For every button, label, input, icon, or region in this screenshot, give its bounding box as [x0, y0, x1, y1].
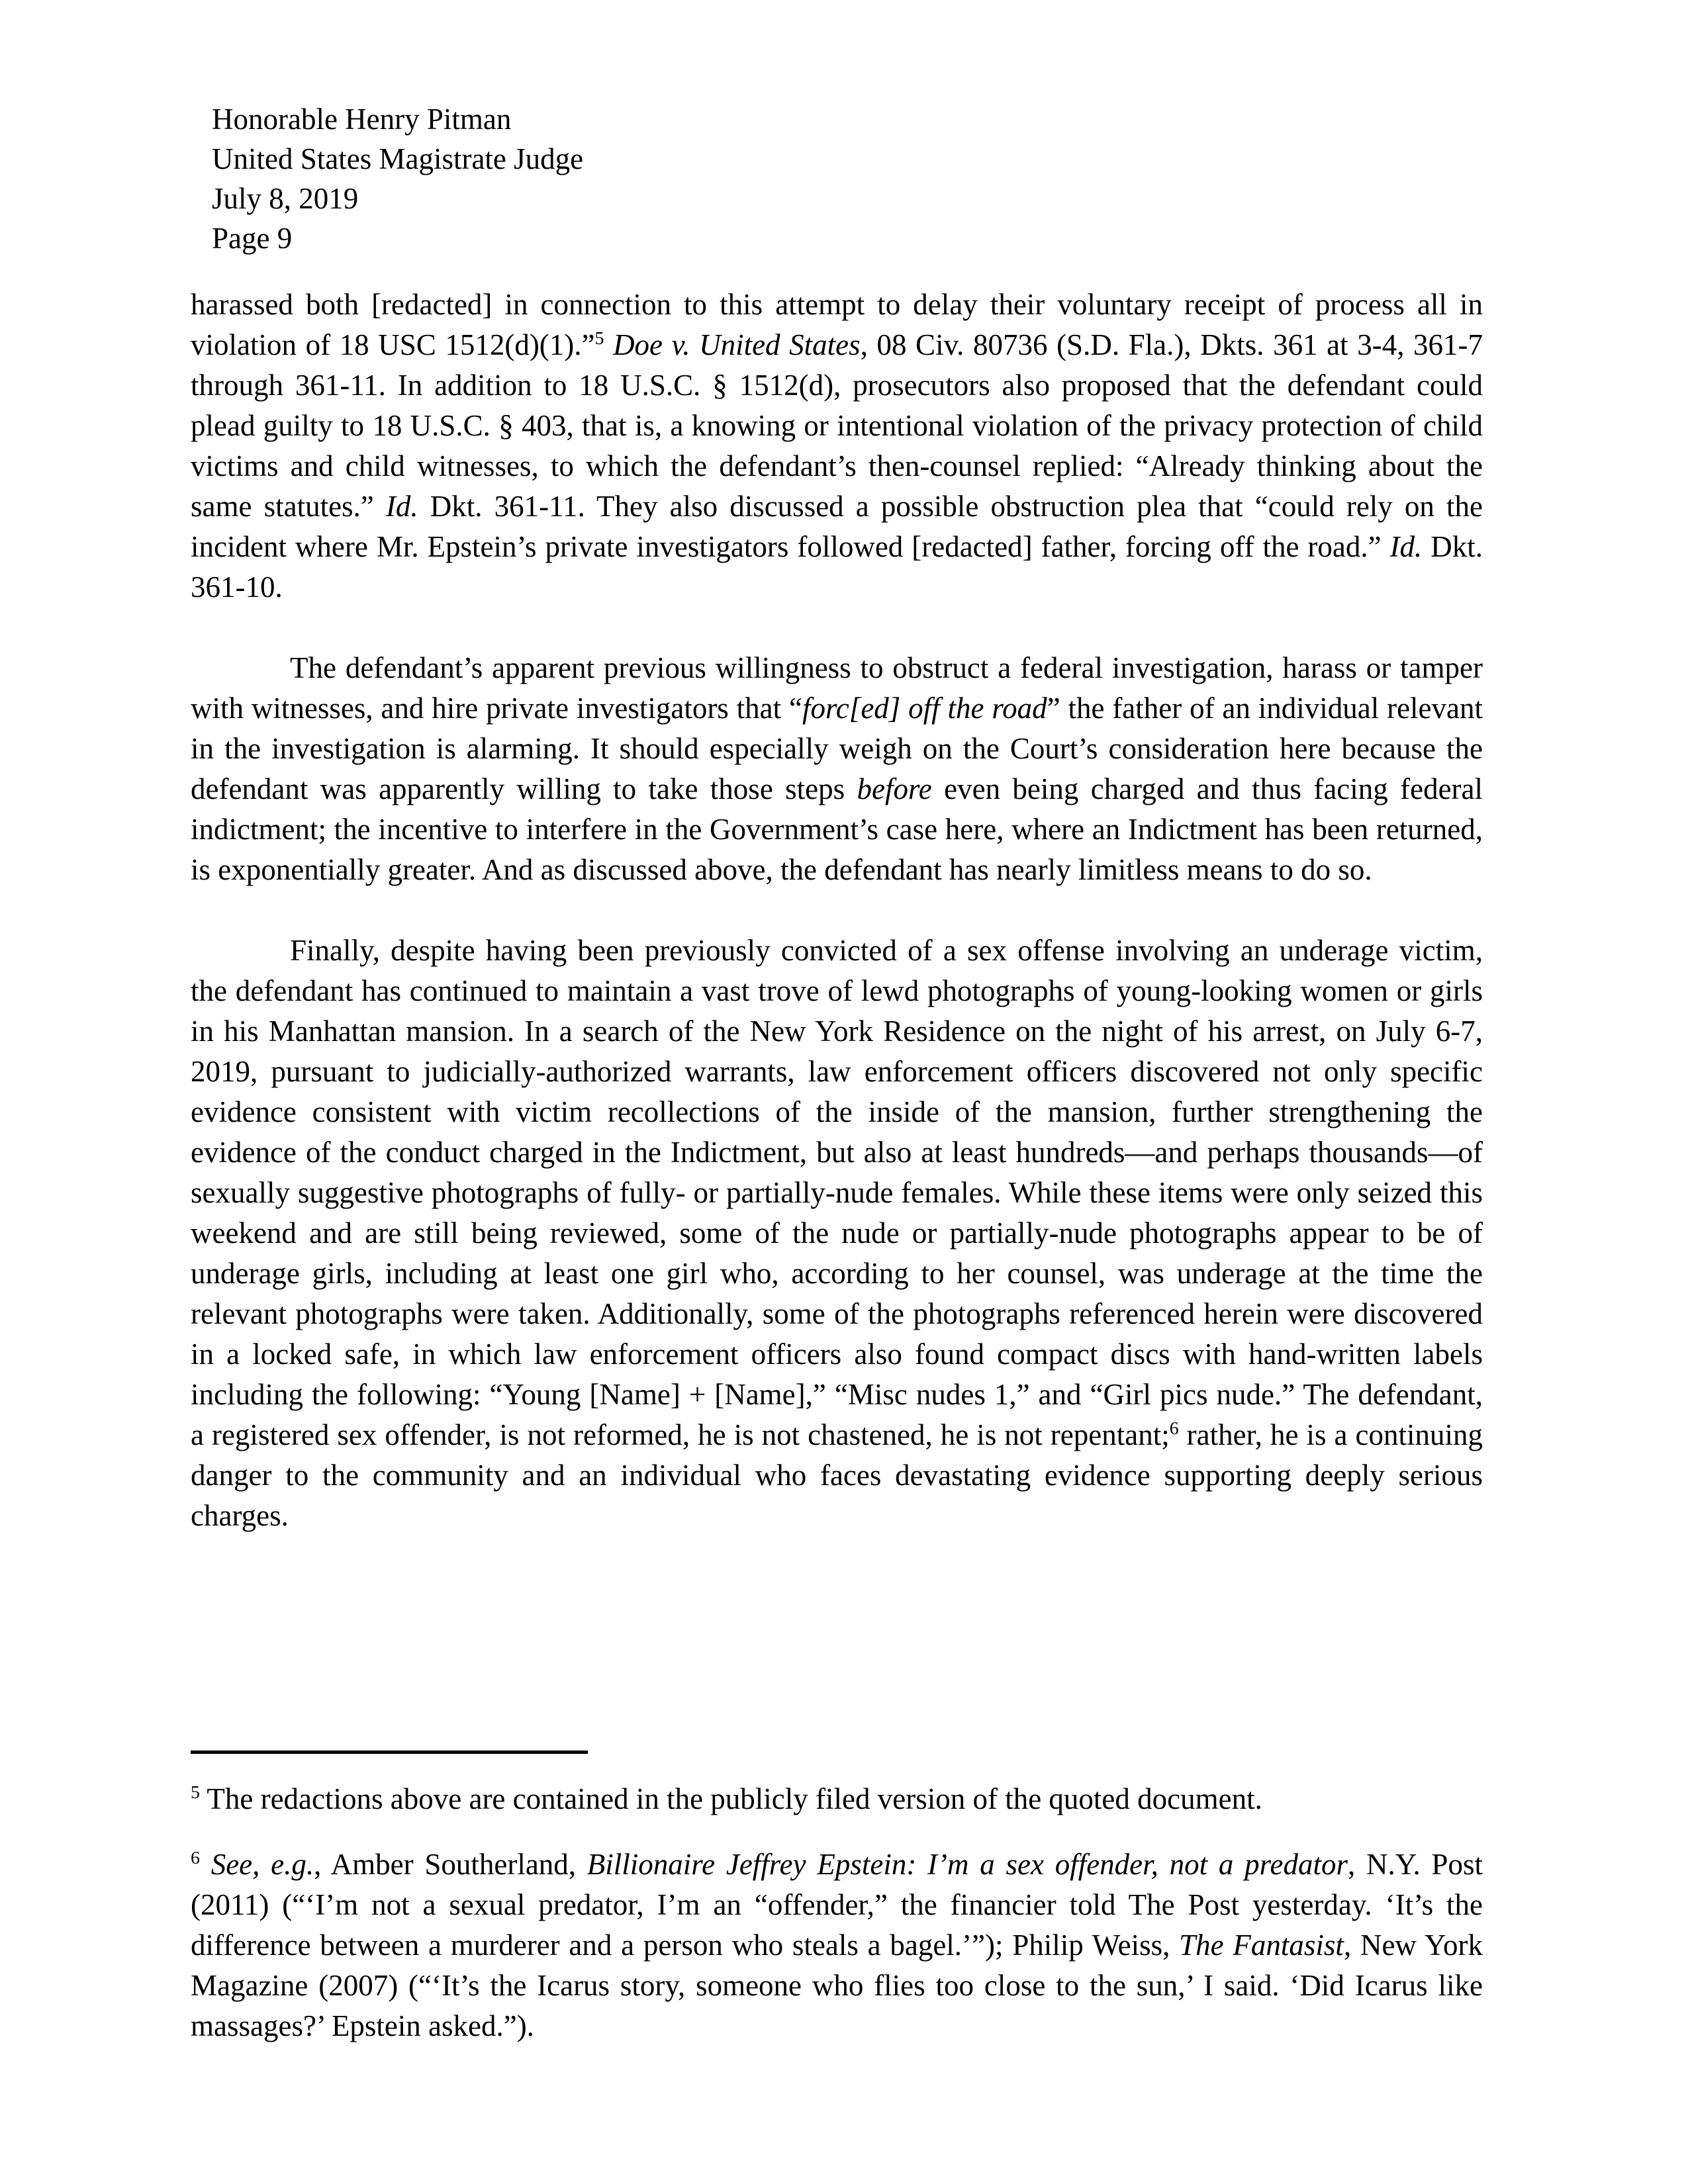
body-text [191, 285, 1483, 1536]
footnote-reference: 5 [594, 328, 604, 349]
body-paragraph-1 [191, 285, 1483, 608]
text-run: Billionaire Jeffrey Epstein: I’m a sex offender, not a predator [586, 1848, 1348, 1881]
text-run: , 08 Civ. 80736 (S.D. Fla.), Dkts. 361 at 3-4, 361-7 through 361-11. In addition to 18 U.S.C. § 1512(d), prosecutors also proposed that the defendant could plead guilty to 18 U.S.C. § 403, that is, a knowing or intentional violation of the privacy protection of child victims and child witnesses, to which the defendant’s then-counsel replied: “Already thinking about the same statutes.” [191, 328, 1483, 523]
recipient-name: Honorable Henry Pitman [212, 103, 512, 136]
footnote-section [191, 1751, 1483, 2046]
text-run: See, e.g. [211, 1848, 314, 1881]
letterhead [212, 99, 1483, 258]
letter-date: July 8, 2019 [212, 182, 359, 215]
footnote-reference: 6 [191, 1848, 200, 1868]
text-run: Dkt. 361-11. They also discussed a possible obstruction plea that “could rely on the incident where Mr. Epstein’s private investigators followed [redacted] father, forcing off the road.” [191, 490, 1483, 563]
recipient-title: United States Magistrate Judge [212, 142, 584, 175]
text-run: Id. [385, 490, 418, 523]
footnote-6 [191, 1844, 1483, 2046]
text-run: Finally, despite having been previously convicted of a sex offense involving an underage victim, the defendant has continued to maintain a vast trove of lewd photographs of young-looking women or girls in his Manhattan mansion. In a search of the New York Residence on the night of his arrest, on July 6-7, 2019, pursuant to judicially-authorized warrants, law enforcement officers discovered not only specific evidence consistent with victim recollections of the inside of the mansion, further strengthening the evidence of the conduct charged in the Indictment, but also at least hundreds—and perhaps thousands—of sexually suggestive photographs of fully- or partially-nude females. While these items were only seized this weekend and are still being reviewed, some of the nude or partially-nude photographs appear to be of underage girls, including at least one girl who, according to her counsel, was underage at the time the relevant photographs were taken. Additionally, some of the photographs referenced herein were discovered in a locked safe, in which law enforcement officers also found compact discs with hand-written labels including the following: “Young [Name] + [Name],” “Misc nudes 1,” and “Girl pics nude.” The defendant, a registered sex offender, is not reformed, he is not chastened, he is not repentant; [191, 934, 1483, 1451]
text-run: even being charged and thus facing federal indictment; the incentive to interfere in the Government’s case here, where an Indictment has been returned, is exponentially greater. And as discussed above, the defendant has nearly limitless means to do so. [191, 772, 1483, 886]
text-run: Dkt. 361-10. [191, 530, 1483, 604]
text-run: harassed both [redacted] in connection to this attempt to delay their voluntary receipt of process all in violation of 18 USC 1512(d)(1).” [191, 288, 1483, 361]
footnote-separator [191, 1751, 588, 1754]
text-run: before [857, 772, 932, 805]
text-run: , Amber Southerland, [314, 1848, 587, 1881]
text-run [604, 328, 613, 361]
body-paragraph-3 [191, 931, 1483, 1536]
text-run [200, 1848, 211, 1881]
text-run: The redactions above are contained in the publicly filed version of the quoted document. [199, 1782, 1262, 1815]
text-run: , N.Y. Post (2011) (“‘I’m not a sexual predator, I’m an “offender,” the financier told The Post yesterday. ‘It’s the difference between a murderer and a person who steals a bagel.’”); Philip Weiss, [191, 1848, 1483, 1962]
text-run: rather, he is a continuing danger to the community and an individual who faces devastating evidence supporting deeply serious charges. [191, 1418, 1483, 1532]
text-run: forc[ed] off the road [802, 692, 1047, 725]
page-number: Page 9 [212, 222, 293, 255]
text-run: Doe v. United States [613, 328, 861, 361]
text-run: , New York Magazine (2007) (“‘It’s the Icarus story, someone who flies too close to the sun,’ I said. ‘Did Icarus like massages?’ Epstein asked.”). [191, 1929, 1483, 2042]
letter-body [191, 0, 1483, 1576]
footnote-5 [191, 1779, 1483, 1819]
body-paragraph-2 [191, 648, 1483, 890]
text-run: The Fantasist [1179, 1929, 1344, 1962]
text-run: Id. [1389, 530, 1423, 563]
footnote-reference: 5 [191, 1782, 200, 1803]
text-run: ” the father of an individual relevant in the investigation is alarming. It should especially weigh on the Court’s consideration here because the defendant was apparently willing to take those steps [191, 692, 1483, 805]
footnote-reference: 6 [1169, 1418, 1179, 1439]
text-run: The defendant’s apparent previous willingness to obstruct a federal investigation, harass or tamper with witnesses, and hire private investigators that “ [191, 651, 1483, 725]
